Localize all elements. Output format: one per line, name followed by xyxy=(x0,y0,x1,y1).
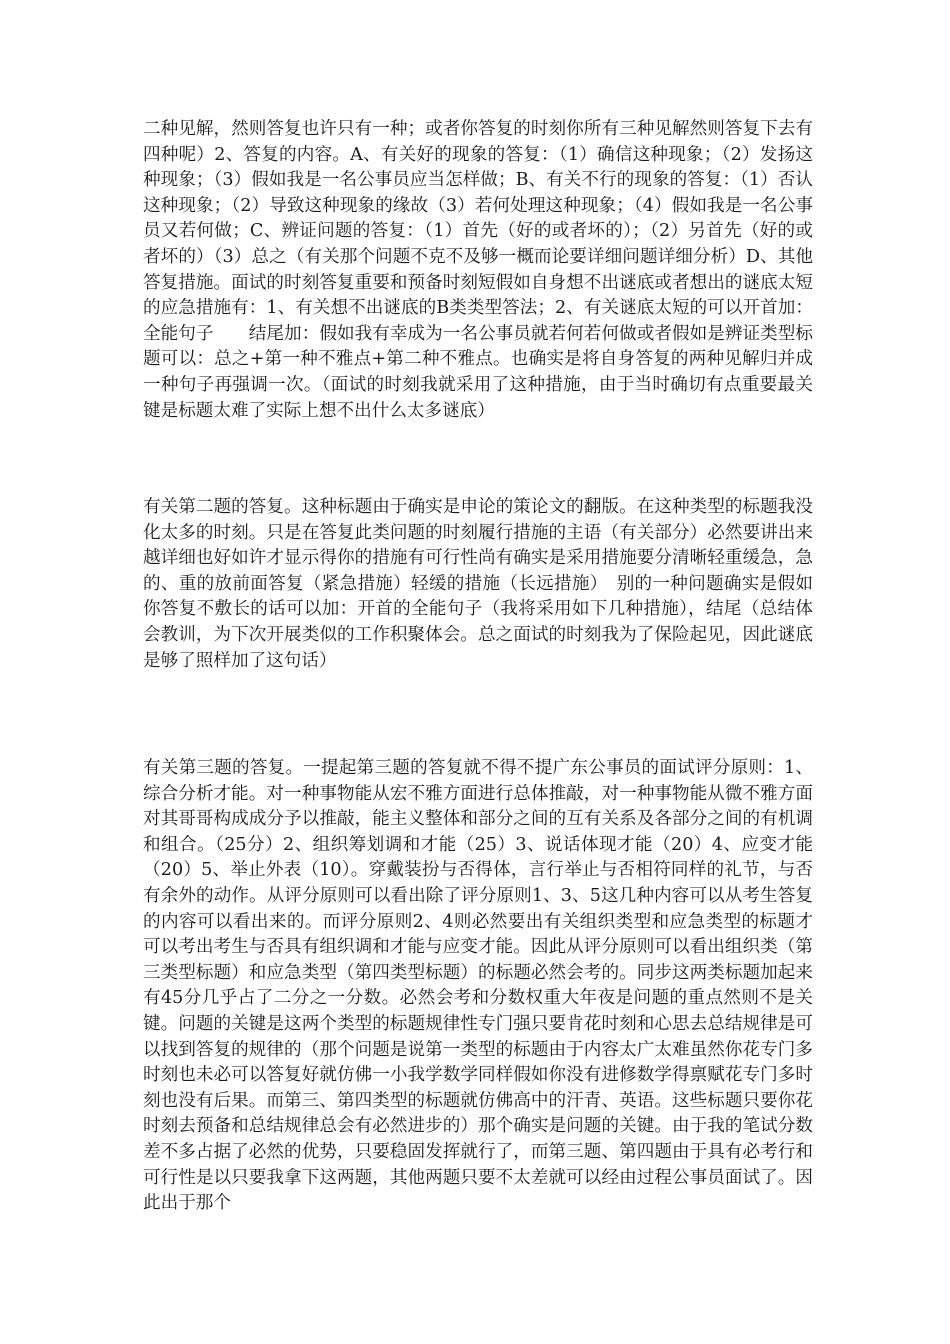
paragraph-second-question: 有关第二题的答复。这种标题由于确实是申论的策论文的翻版。在这种类型的标题我没化太多的时刻。只是在答复此类问题的时刻履行措施的主语（有关部分）必然要讲出来越详细也好如许才显示得你的措施有可行性尚有确实是采用措施要分清晰轻重缓急，急的、重的放前面答复（紧急措施）轻缓的措施（长远措施） 别的一种问题确实是假如你答复不敷长的话可以加：开首的全能句子（我将采用如下几种措施），结尾（总结体会教训，为下次开展类似的工作积聚体会。总之面试的时刻我为了保险起见，因此谜底是够了照样加了这句话） xyxy=(143,497,813,671)
paragraph-third-question: 有关第三题的答复。一提起第三题的答复就不得不提广东公事员的面试评分原则：1、综合分析才能。对一种事物能从宏不雅方面进行总体推敲，对一种事物能从微不雅方面对其哥哥构成成分予以推敲，能主义整体和部分之间的互有关系及各部分之间的有机调和组合。（25分）2、组织筹划调和才能（25）3、说话体现才能（20）4、应变才能（20）5、举止外表（10）。穿戴装扮与否得体，言行举止与否相符同样的礼节，与否有余外的动作。从评分原则可以看出除了评分原则1、3、5这几种内容可以从考生答复的内容可以看出来的。而评分原则2、4则必然要出有关组织类型和应急类型的标题才可以考出考生与否具有组织调和才能与应变才能。因此从评分原则可以看出组织类（第三类型标题）和应急类型（第四类型标题）的标题必然会考的。同步这两类标题加起来有45分几乎占了二分之一分数。必然会考和分数权重大年夜是问题的重点然则不是关键。问题的关键是这两个类型的标题规律性专门强只要肯花时刻和心思去总结规律是可以找到答复的规律的（那个问题是说第一类型的标题由于内容太广太难虽然你花专门多时刻也未必可以答复好就仿佛一小我学数学同样假如你没有进修数学得禀赋花专门多时刻也没有后果。而第三、第四类型的标题就仿佛高中的汗青、英语。这些标题只要你花时刻去预备和总结规律总会有必然进步的）那个确实是问题的关键。由于我的笔试分数差不多占据了必然的优势，只要稳固发挥就行了，而第三题、第四题由于具有必考行和可行性是以只要我拿下这两题，其他两题只要不太差就可以经由过程公事员面试了。因此出于那个 xyxy=(143,758,813,1214)
paragraph-answer-types: 二种见解，然则答复也许只有一种；或者你答复的时刻你所有三种见解然则答复下去有四种呢）2、答复的内容。A、有关好的现象的答复：（1）确信这种现象；（2）发扬这种现象；（3）假如我是一名公事员应当怎样做；B、有关不行的现象的答复：（1）否认这种现象；（2）导致这种现象的缘故（3）若何处理这种现象；（4）假如我是一名公事员又若何做；C、辨证问题的答复：（1）首先（好的或者坏的）；（2）另首先（好的或者坏的）（3）总之（有关那个问题不克不及够一概而论要详细问题详细分析）D、其他答复措施。面试的时刻答复重要和预备时刻短假如自身想不出谜底或者想出的谜底太短的应急措施有：1、有关想不出谜底的B类类型答法；2、有关谜底太短的可以开首加：全能句子 结尾加：假如我有幸成为一名公事员就若何若何做或者假如是辨证类型标题可以：总之+第一种不雅点+第二种不雅点。也确实是将自身答复的两种见解归并成一种句子再强调一次。（面试的时刻我就采用了这种措施，由于当时确切有点重要最关键是标题太难了实际上想不出什么太多谜底） xyxy=(143,119,813,421)
